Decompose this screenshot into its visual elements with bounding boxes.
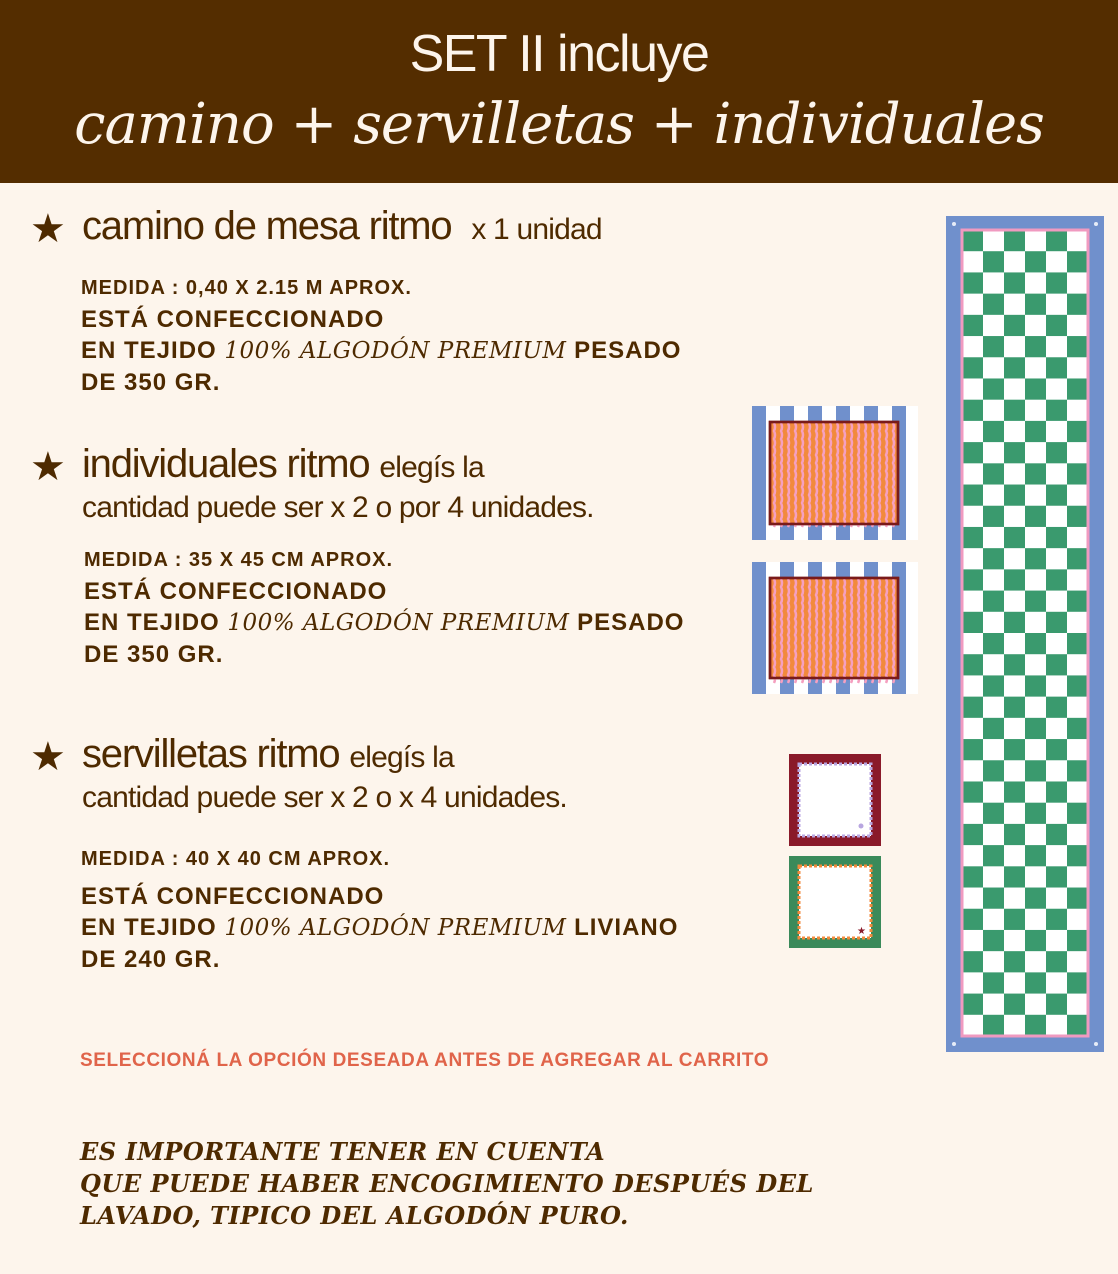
section-title-choose: elegís la (379, 451, 484, 484)
page-title: SET II incluye (409, 25, 709, 83)
napkin-red-image (789, 754, 881, 846)
spec-fabric: 100% ALGODÓN PREMIUM (227, 610, 570, 636)
header-banner (0, 0, 1118, 183)
spec-made: ESTÁ CONFECCIONADO (81, 883, 385, 910)
napkin-green-image (789, 856, 881, 948)
spec-fabric: 100% ALGODÓN PREMIUM (224, 338, 567, 364)
spec-grams: DE 240 GR. (81, 946, 221, 973)
placemat-image-1 (752, 406, 918, 540)
warning-line-2: QUE PUEDE HABER ENCOGIMIENTO DESPUÉS DEL (80, 1169, 814, 1198)
spec-weight: PESADO (569, 609, 685, 636)
spec-block-napkins (81, 843, 678, 975)
spec-fabric-prefix: EN TEJIDO (81, 914, 225, 941)
table-runner-image (946, 216, 1104, 1052)
warning-line-1: ES IMPORTANTE TENER EN CUENTA (80, 1137, 606, 1166)
section-title-placemats (82, 442, 594, 526)
placemat-image-2 (752, 562, 918, 694)
warning-line-3: LAVADO, TIPICO DEL ALGODÓN PURO. (80, 1201, 629, 1230)
section-title-qty: cantidad puede ser x 2 o x 4 unidades. (82, 781, 567, 814)
section-title-main: camino de mesa ritmo (82, 204, 452, 248)
spec-measure: MEDIDA : 35 X 45 CM APROX. (84, 549, 394, 571)
section-title-main: servilletas ritmo (82, 732, 340, 776)
spec-fabric-line (81, 912, 678, 944)
spec-made: ESTÁ CONFECCIONADO (84, 578, 388, 605)
shrinkage-warning (80, 1136, 814, 1232)
svg-text:★: ★ (857, 926, 866, 937)
star-icon: ★ (30, 206, 66, 252)
page-subtitle: camino + servilletas + individuales (74, 92, 1044, 157)
spec-measure: MEDIDA : 40 X 40 CM APROX. (81, 848, 391, 870)
spec-weight: PESADO (566, 337, 682, 364)
spec-made: ESTÁ CONFECCIONADO (81, 306, 385, 333)
section-title-main: individuales ritmo (82, 442, 370, 486)
section-title-runner (82, 204, 602, 248)
section-title-choose: elegís la (349, 741, 454, 774)
spec-grams: DE 350 GR. (81, 369, 221, 396)
section-title-qty: x 1 unidad (471, 213, 602, 246)
section-title-napkins (82, 732, 567, 816)
spec-fabric: 100% ALGODÓN PREMIUM (224, 915, 567, 941)
star-icon: ★ (30, 734, 66, 780)
spec-fabric-prefix: EN TEJIDO (81, 337, 225, 364)
star-icon: ★ (30, 444, 66, 490)
spec-measure: MEDIDA : 0,40 X 2.15 M APROX. (81, 277, 412, 299)
spec-fabric-line (81, 335, 681, 367)
spec-fabric-prefix: EN TEJIDO (84, 609, 228, 636)
spec-grams: DE 350 GR. (84, 641, 224, 668)
cart-note: SELECCIONÁ LA OPCIÓN DESEADA ANTES DE AGREGAR AL CARRITO (80, 1050, 770, 1071)
spec-weight: LIVIANO (566, 914, 679, 941)
spec-block-placemats (84, 544, 684, 670)
spec-block-runner (81, 272, 681, 398)
spec-fabric-line (84, 607, 684, 639)
section-title-qty: cantidad puede ser x 2 o por 4 unidades. (82, 491, 594, 524)
